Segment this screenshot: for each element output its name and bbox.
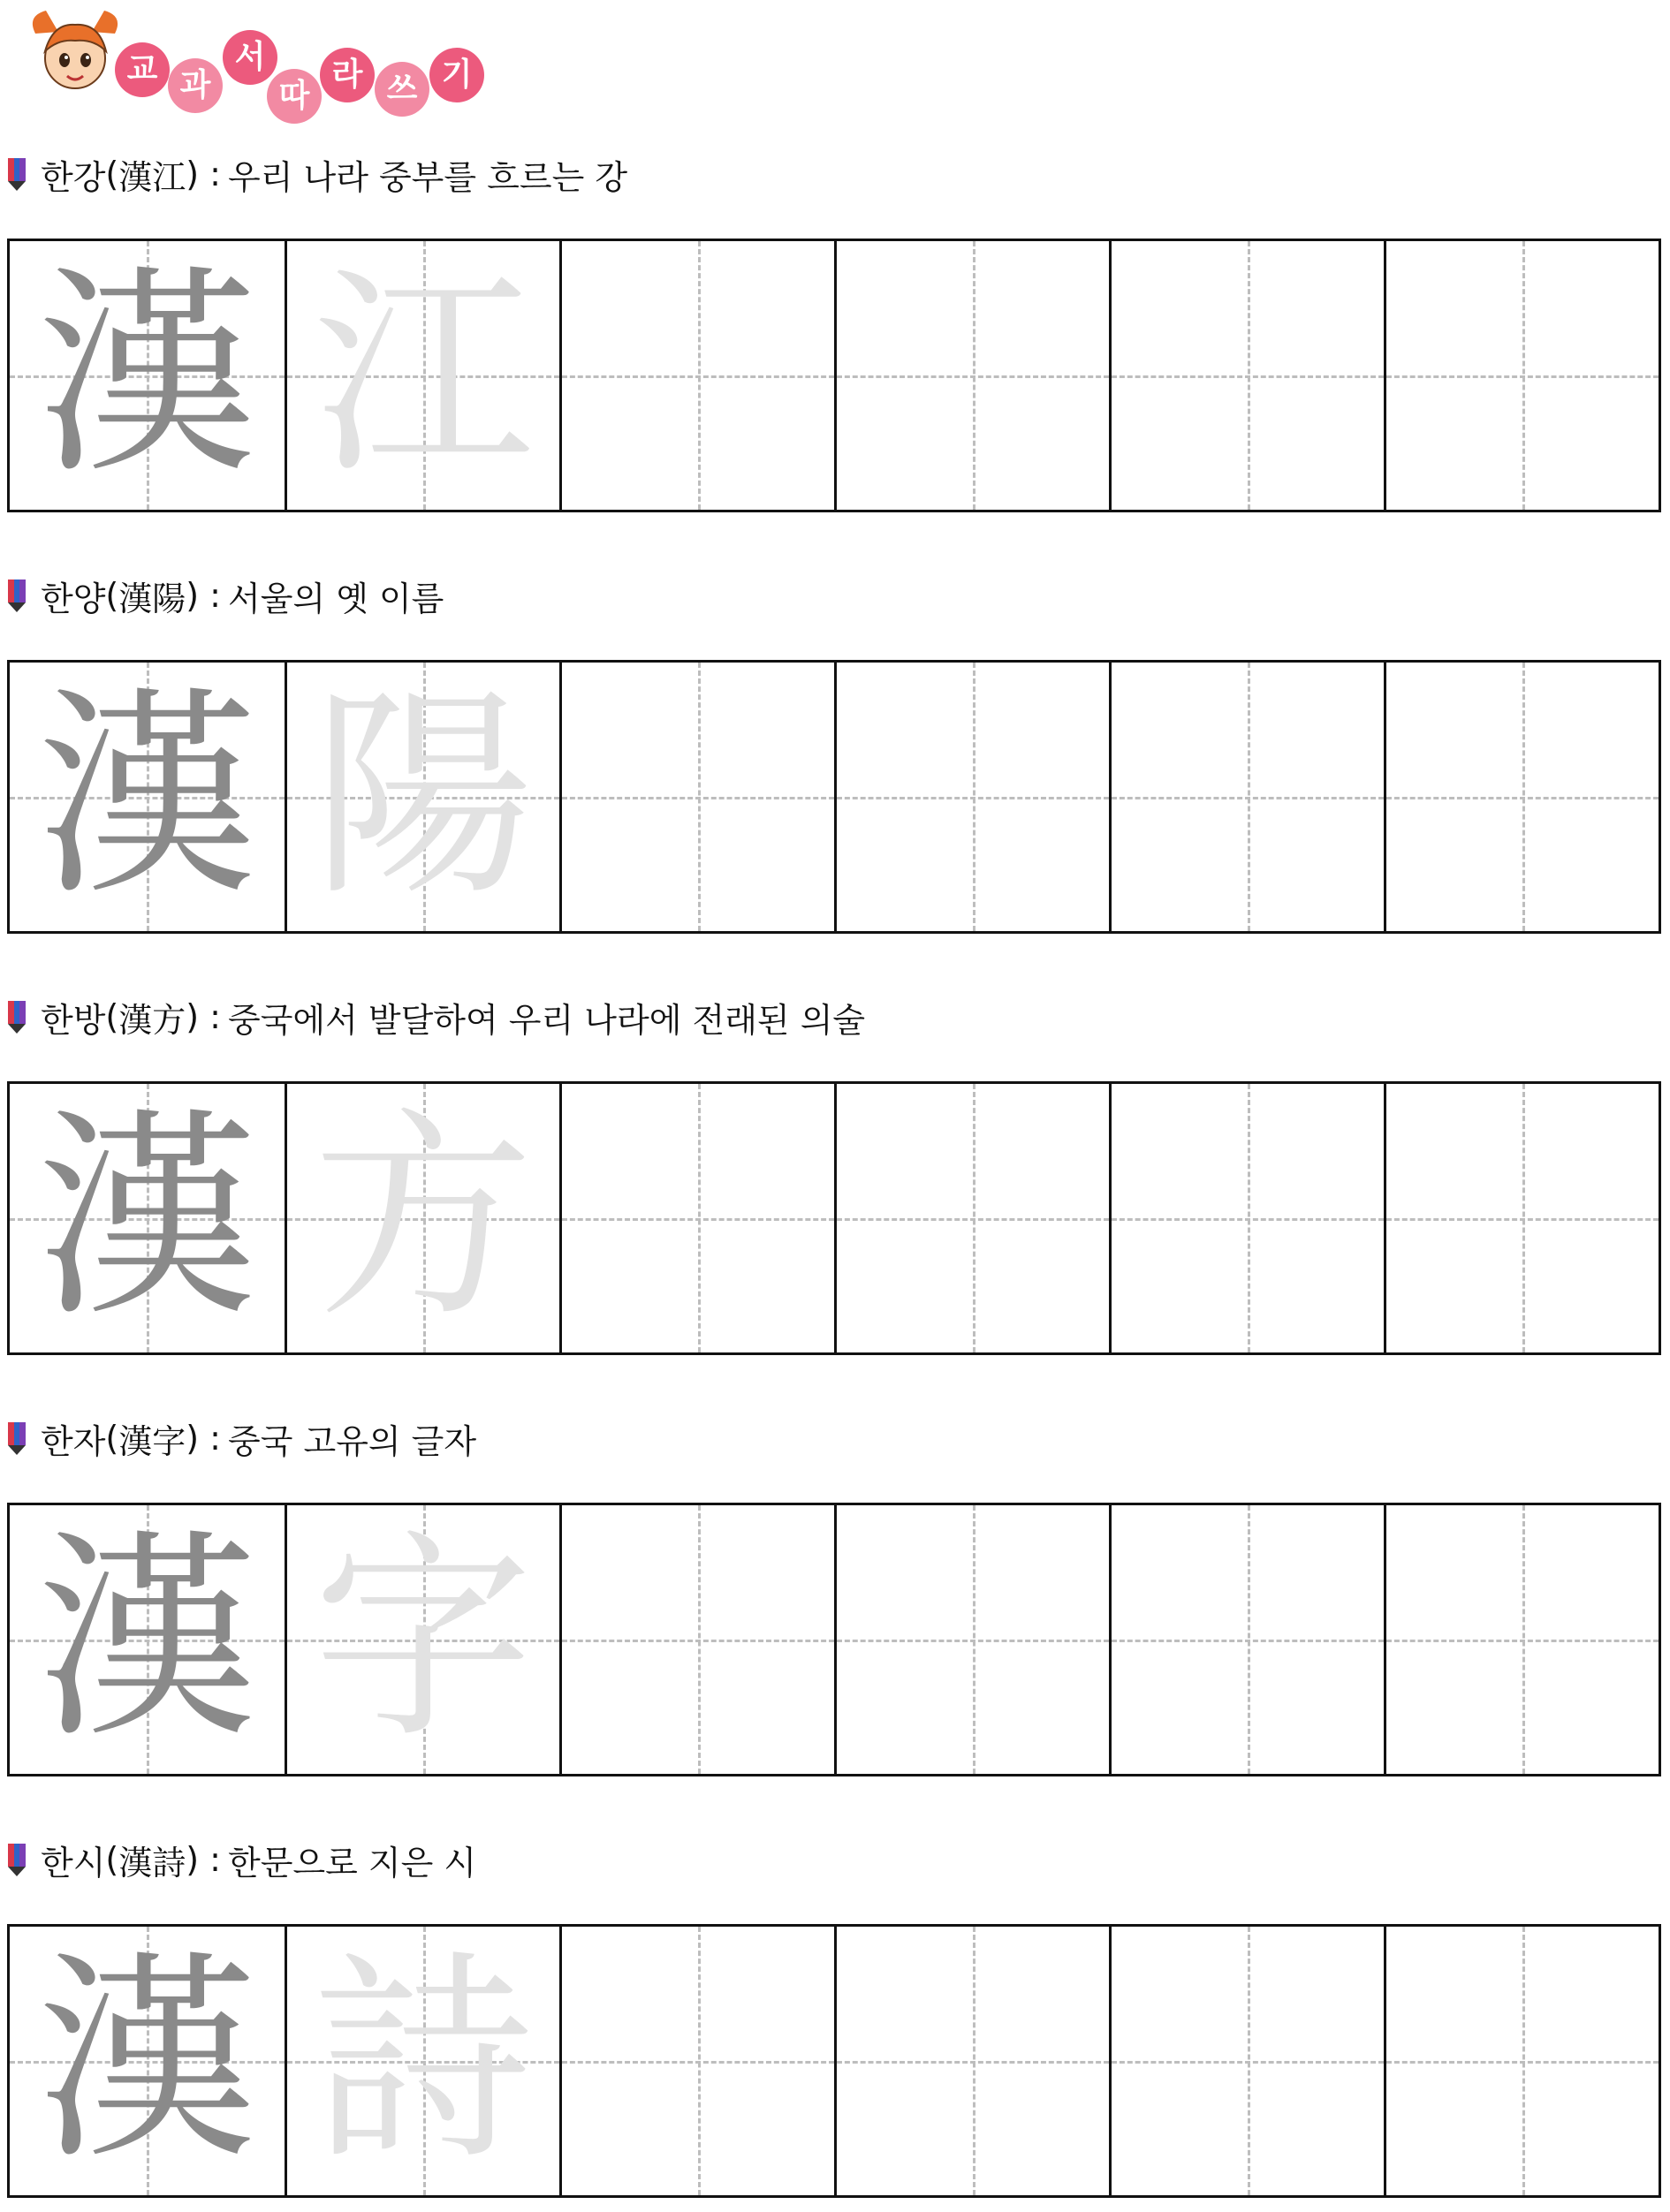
practice-cell[interactable]: [1109, 1084, 1384, 1352]
close-paren-colon: ) :: [186, 155, 221, 193]
practice-cell[interactable]: [1109, 663, 1384, 931]
pencil-icon: [5, 1842, 28, 1877]
trace-char: 方: [312, 1089, 534, 1346]
model-char: 漢: [36, 1511, 258, 1768]
word-korean: 한자: [41, 1421, 106, 1461]
writing-grid: [7, 1924, 1661, 2198]
model-char: 漢: [36, 668, 258, 925]
open-paren: (: [105, 576, 119, 615]
writing-grid: [7, 660, 1661, 934]
section-caption: [5, 573, 444, 617]
section-caption: [5, 152, 627, 196]
word-hanja: 漢江: [118, 157, 186, 197]
word-definition: 한문으로 지은 시: [227, 1843, 477, 1882]
trace-cell: [285, 1505, 559, 1774]
model-cell: [10, 241, 285, 510]
page-header: [27, 7, 486, 122]
title-char: 서: [223, 30, 277, 85]
writing-grid: [7, 1081, 1661, 1355]
practice-cell[interactable]: [834, 241, 1109, 510]
writing-grid: [7, 239, 1661, 512]
model-char: 漢: [36, 1089, 258, 1346]
practice-cell[interactable]: [1109, 1505, 1384, 1774]
pencil-icon: [5, 1420, 28, 1456]
word-korean: 한강: [41, 157, 106, 197]
writing-grid: [7, 1503, 1661, 1776]
word-definition: 서울의 옛 이름: [227, 579, 444, 618]
section-caption: [5, 1416, 476, 1460]
pencil-icon: [5, 156, 28, 192]
title-char: 따: [267, 69, 322, 124]
close-paren-colon: ) :: [186, 1419, 221, 1458]
model-char: 漢: [36, 246, 258, 504]
section-caption: [5, 1837, 476, 1882]
practice-cell[interactable]: [559, 241, 834, 510]
open-paren: (: [105, 1419, 119, 1458]
word-hanja: 漢詩: [118, 1843, 186, 1882]
practice-cell[interactable]: [1384, 1084, 1659, 1352]
practice-cell[interactable]: [1384, 1927, 1659, 2195]
word-hanja: 漢陽: [118, 579, 186, 618]
trace-char: 詩: [312, 1932, 534, 2189]
section-caption: [5, 995, 865, 1039]
open-paren: (: [105, 997, 119, 1036]
practice-cell[interactable]: [1384, 663, 1659, 931]
practice-cell[interactable]: [559, 1084, 834, 1352]
model-cell: [10, 1927, 285, 2195]
open-paren: (: [105, 1840, 119, 1879]
trace-cell: [285, 1084, 559, 1352]
trace-char: 江: [312, 246, 534, 504]
close-paren-colon: ) :: [186, 576, 221, 615]
trace-cell: [285, 1927, 559, 2195]
practice-cell[interactable]: [834, 1084, 1109, 1352]
trace-char: 字: [312, 1511, 534, 1768]
model-cell: [10, 663, 285, 931]
practice-cell[interactable]: [559, 1927, 834, 2195]
open-paren: (: [105, 155, 119, 193]
model-cell: [10, 1084, 285, 1352]
practice-cell[interactable]: [834, 1927, 1109, 2195]
practice-cell[interactable]: [1384, 241, 1659, 510]
practice-cell[interactable]: [834, 1505, 1109, 1774]
title-char: 교: [115, 42, 170, 97]
practice-cell[interactable]: [1384, 1505, 1659, 1774]
girl-mascot-icon: [27, 7, 124, 104]
trace-cell: [285, 241, 559, 510]
title-char: 쓰: [375, 62, 429, 117]
word-definition: 중국 고유의 글자: [227, 1421, 477, 1461]
word-korean: 한시: [41, 1843, 106, 1882]
title-char: 과: [168, 58, 223, 113]
word-hanja: 漢字: [118, 1421, 186, 1461]
model-cell: [10, 1505, 285, 1774]
title-char: 라: [320, 48, 375, 102]
practice-cell[interactable]: [559, 1505, 834, 1774]
practice-cell[interactable]: [1109, 241, 1384, 510]
trace-char: 陽: [312, 668, 534, 925]
pencil-icon: [5, 999, 28, 1034]
practice-cell[interactable]: [559, 663, 834, 931]
practice-cell[interactable]: [1109, 1927, 1384, 2195]
word-definition: 우리 나라 중부를 흐르는 강: [227, 157, 628, 197]
word-hanja: 漢方: [118, 1000, 186, 1040]
title-char: 기: [429, 48, 484, 102]
close-paren-colon: ) :: [186, 1840, 221, 1879]
word-korean: 한방: [41, 1000, 106, 1040]
pencil-icon: [5, 578, 28, 613]
word-definition: 중국에서 발달하여 우리 나라에 전래된 의술: [227, 1000, 866, 1040]
close-paren-colon: ) :: [186, 997, 221, 1036]
word-korean: 한양: [41, 579, 106, 618]
model-char: 漢: [36, 1932, 258, 2189]
practice-cell[interactable]: [834, 663, 1109, 931]
trace-cell: [285, 663, 559, 931]
